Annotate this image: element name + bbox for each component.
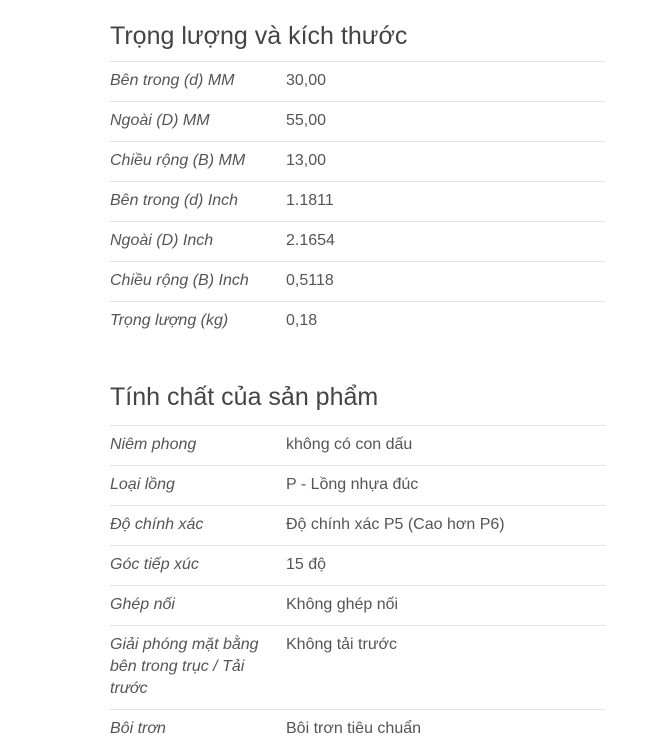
table-row — [110, 182, 606, 222]
spec-value: 30,00 — [286, 62, 606, 102]
spec-label: Góc tiếp xúc — [110, 546, 286, 586]
spec-label: Chiều rộng (B) Inch — [110, 262, 286, 302]
spec-value: Bôi trơn tiêu chuẩn — [286, 710, 606, 749]
spec-label: Ngoài (D) MM — [110, 102, 286, 142]
spec-label: Bôi trơn — [110, 710, 286, 749]
spec-value: 1.1811 — [286, 182, 606, 222]
spec-label: Niêm phong — [110, 426, 286, 466]
table-row — [110, 710, 606, 749]
spec-value: 0,5118 — [286, 262, 606, 302]
spec-value: Không ghép nối — [286, 586, 606, 626]
spec-value: 55,00 — [286, 102, 606, 142]
spec-label: Chiều rộng (B) MM — [110, 142, 286, 182]
spec-label: Độ chính xác — [110, 506, 286, 546]
table-row — [110, 222, 606, 262]
spec-value: Không tải trước — [286, 626, 606, 710]
spec-value: Độ chính xác P5 (Cao hơn P6) — [286, 506, 606, 546]
table-row — [110, 626, 606, 710]
spec-label: Loại lồng — [110, 466, 286, 506]
spec-value: không có con dấu — [286, 426, 606, 466]
table-row — [110, 546, 606, 586]
table-row — [110, 262, 606, 302]
spec-label: Trọng lượng (kg) — [110, 302, 286, 342]
spec-value: P - Lồng nhựa đúc — [286, 466, 606, 506]
table-row — [110, 466, 606, 506]
spec-value: 0,18 — [286, 302, 606, 342]
dimensions-table — [110, 62, 606, 341]
spec-content — [110, 0, 606, 749]
spec-label: Bên trong (d) Inch — [110, 182, 286, 222]
spec-label: Ngoài (D) Inch — [110, 222, 286, 262]
properties-title: Tính chất của sản phẩm — [110, 361, 606, 426]
table-row — [110, 102, 606, 142]
dimensions-title: Trọng lượng và kích thước — [110, 0, 606, 62]
table-row — [110, 62, 606, 102]
spec-value: 15 độ — [286, 546, 606, 586]
properties-table — [110, 426, 606, 749]
table-row — [110, 586, 606, 626]
table-row — [110, 142, 606, 182]
table-row — [110, 506, 606, 546]
spec-value: 13,00 — [286, 142, 606, 182]
spec-label: Bên trong (d) MM — [110, 62, 286, 102]
table-row — [110, 302, 606, 342]
spec-label: Giải phóng mặt bằng bên trong trục / Tải trước — [110, 626, 286, 710]
table-row — [110, 426, 606, 466]
spec-label: Ghép nối — [110, 586, 286, 626]
spec-value: 2.1654 — [286, 222, 606, 262]
